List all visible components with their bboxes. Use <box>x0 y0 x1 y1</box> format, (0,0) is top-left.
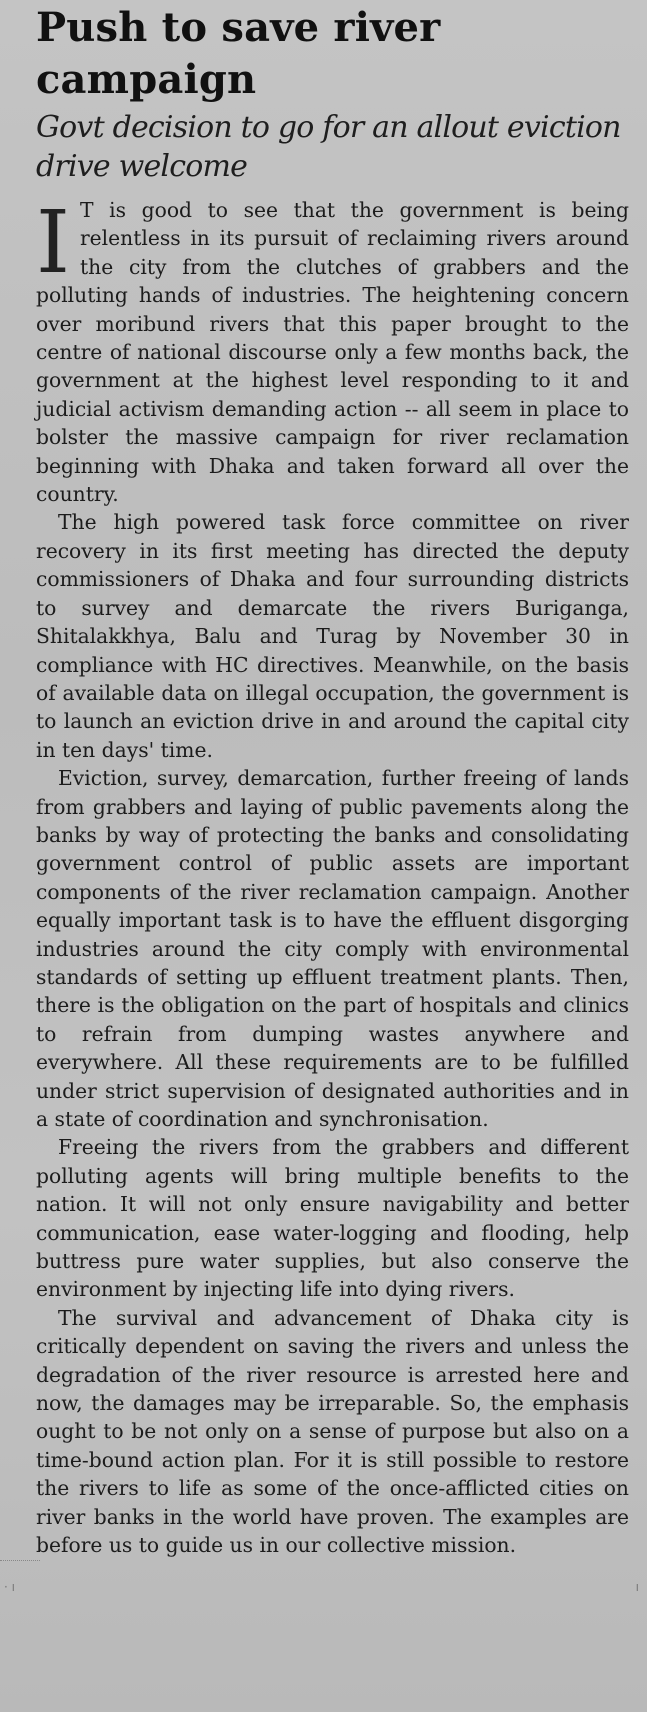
subheadline: Govt decision to go for an allout eviction drive welcome <box>36 110 621 184</box>
paragraph-4: Freeing the rivers from the grabbers and different polluting agents will bring multiple benefits to the nation. It will not only ensure navigability and better communication, ease water-logging and flooding, help buttress pure water supplies, but also conserve the environment by injecting life into dying rivers. <box>36 1135 629 1302</box>
paragraph-1 <box>36 193 629 508</box>
drop-cap: I <box>36 193 70 293</box>
paragraph-5: The survival and advancement of Dhaka city is critically dependent on saving the rivers and unless the degradation of the river resource is arrested here and now, the damages may be irreparable. So, the emphasis ought to be not only on a sense of purpose but also on a time-bound action plan. For it is still possible to restore the rivers to life as some of the once-afflicted cities on river banks in the world have proven. The examples are before us to guide us in our collective mission. <box>36 1305 629 1558</box>
headline: Push to save river campaign <box>36 4 441 103</box>
margin-mark-left: · ı <box>4 1580 15 1594</box>
column-rule-mark <box>0 1560 40 1561</box>
article-body <box>36 193 629 1560</box>
paragraph-1-text: T is good to see that the government is being relentless in its pursuit of reclaiming rivers around the city from the clutches of grabbers and the polluting hands of industries. The heightening concern over moribund rivers that this paper brought to the centre of national discourse only a few months back, the government at the highest level responding to it and judicial activism demanding action -- all seem in place to bolster the massive campaign for river reclamation beginning with Dhaka and taken forward all over the country. <box>36 198 629 507</box>
paragraph-3: Eviction, survey, demarcation, further freeing of lands from grabbers and laying of public pavements along the banks by way of protecting the banks and consolidating government control of public assets are important components of the river reclamation campaign. Another equally important task is to have the effluent disgorging industries around the city comply with environmental standards of setting up effluent treatment plants. Then, there is the obligation on the part of hospitals and clinics to refrain from dumping wastes anywhere and everywhere. All these requirements are to be fulfilled under strict supervision of designated authorities and in a state of coordination and synchronisation. <box>36 766 629 1131</box>
margin-mark-right: ı <box>635 1580 639 1594</box>
paragraph-2: The high powered task force committee on river recovery in its first meeting has directed the deputy commissioners of Dhaka and four surrounding districts to survey and demarcate the rivers Buriganga, Shitalakkhya, Balu and Turag by November 30 in compliance with HC directives. Meanwhile, on the basis of available data on illegal occupation, the government is to launch an eviction drive in and around the capital city in ten days' time. <box>36 510 629 762</box>
